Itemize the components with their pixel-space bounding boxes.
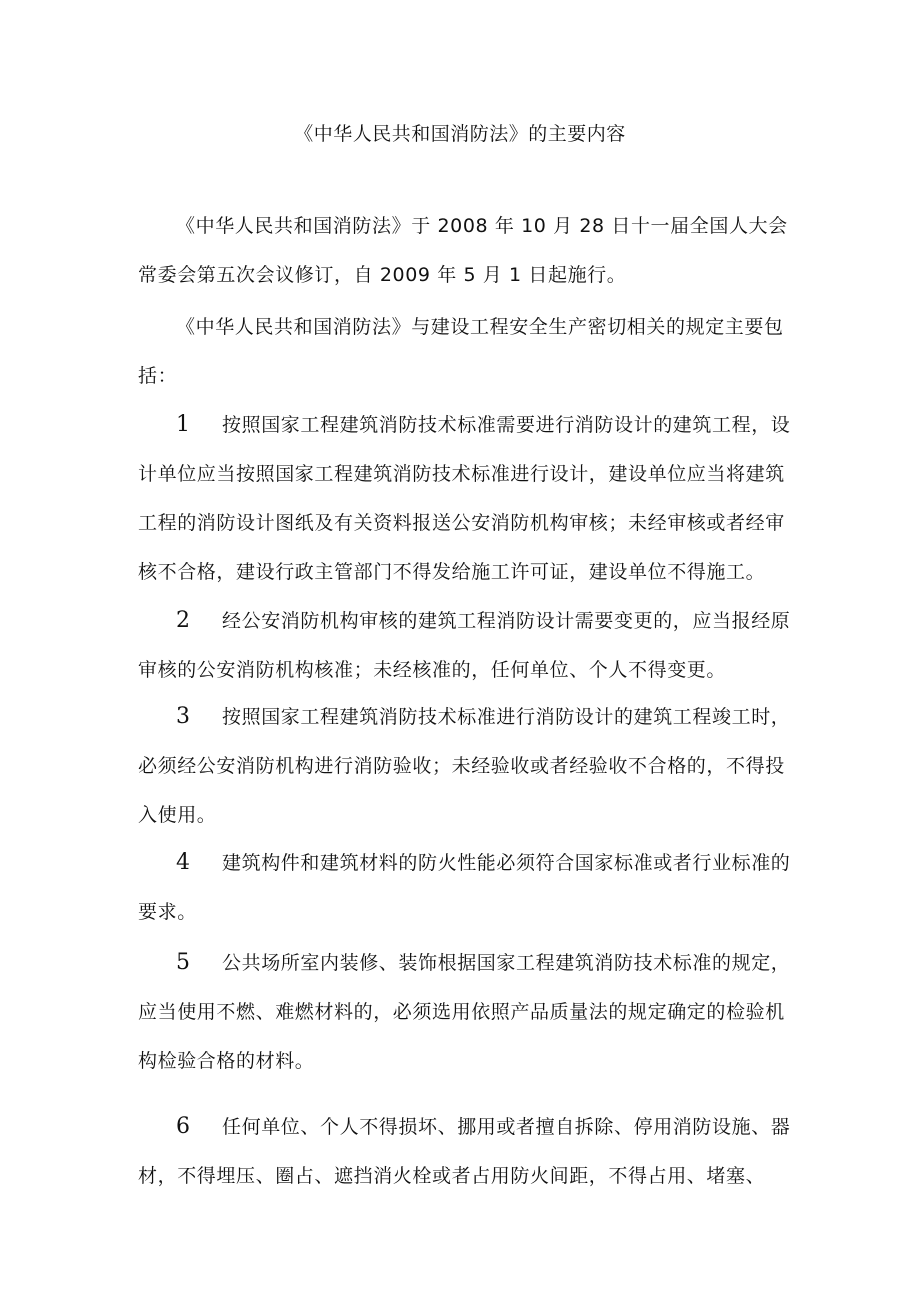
- item-text: 任何单位、个人不得损坏、挪用或者擅自拆除、停用消防设施、器材，不得埋压、圈占、遮挡消火栓或者占用防火间距，不得占用、堵塞、: [138, 1116, 791, 1187]
- item-text: 建筑构件和建筑材料的防火性能必须符合国家标准或者行业标准的要求。: [138, 852, 791, 923]
- item-number: 2: [176, 608, 190, 633]
- item-text: 经公安消防机构审核的建筑工程消防设计需要变更的，应当报经原审核的公安消防机构核准；未经核准的，任何单位、个人不得变更。: [138, 610, 791, 681]
- page-title: 《中华人民共和国消防法》的主要内容: [294, 123, 626, 145]
- list-item: [138, 838, 802, 937]
- item-number: 5: [176, 950, 190, 975]
- list-item: [138, 596, 802, 695]
- item-number: 6: [176, 1114, 190, 1139]
- item-number: 1: [176, 412, 190, 437]
- list-item: [138, 692, 802, 840]
- item-number: 4: [176, 850, 190, 875]
- item-text: 按照国家工程建筑消防技术标准需要进行消防设计的建筑工程，设计单位应当按照国家工程建筑消防技术标准进行设计，建设单位应当将建筑工程的消防设计图纸及有关资料报送公安消防机构审核；未经审核或者经审核不合格，建设行政主管部门不得发给施工许可证，建设单位不得施工。: [138, 414, 791, 583]
- list-item: [138, 938, 802, 1086]
- list-item: [138, 1102, 802, 1201]
- lead-paragraph: 《中华人民共和国消防法》与建设工程安全生产密切相关的规定主要包括：: [138, 316, 784, 387]
- item-text: 按照国家工程建筑消防技术标准进行消防设计的建筑工程竣工时，必须经公安消防机构进行消防验收；未经验收或者经验收不合格的，不得投入使用。: [138, 706, 791, 826]
- item-text: 公共场所室内装修、装饰根据国家工程建筑消防技术标准的规定，应当使用不燃、难燃材料的，必须选用依照产品质量法的规定确定的检验机构检验合格的材料。: [138, 952, 791, 1072]
- intro-paragraph: 《中华人民共和国消防法》于 2008 年 10 月 28 日十一届全国人大会常委会第五次会议修订，自 2009 年 5 月 1 日起施行。: [138, 215, 788, 286]
- item-number: 3: [176, 704, 190, 729]
- list-item: [138, 400, 802, 597]
